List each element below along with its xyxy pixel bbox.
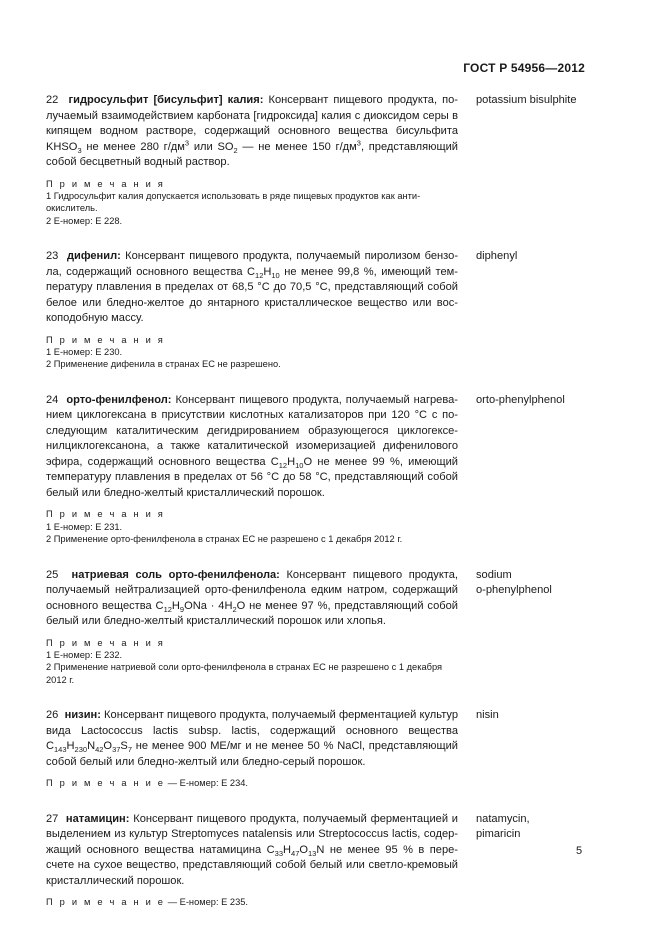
entry-term: низин: [64,709,101,722]
note-text: — Е-номер: Е 234. [165,778,249,789]
english-term: nisin [476,709,499,722]
entry-definition: 24 орто-фенилфенол: Консервант пищевого продукта, получаемый нагреванием циклогексана в присутствии кислотных катализаторов при 120 °С с последующим каталитическим дегидрированием образующегося циклогексенилциклогексанона, а также каталитической изомеризацией дифенилового эфира, содержащий основного вещества $C_{12}H_{10}O$ не менее 99 %, имеющий температуру плавления в пределах от 56 °С до 58 °С, представляющий собой белый или бледно-желтый кристаллический порошок. [46,393,458,499]
page-number: 5 [576,845,583,857]
note-label: П р и м е ч а н и е [46,897,166,908]
note-item: 2 Применение натриевой соли орто-фенилфенола в странах ЕС не разрешено с 1 декабря 2012 г. [46,662,443,685]
glossary-entry-27 [46,812,586,909]
glossary-entries [46,93,586,931]
glossary-entry-23 [46,249,586,371]
entry-term: орто-фенилфенол: [66,393,172,406]
glossary-entry-26 [46,708,586,789]
entry-definition: 25 натриевая соль орто-фенилфенола: Консервант пищевого продукта, получаемый нейтрализацией орто-фенилфенола едким натром, содержащий основного вещества $C_{12}H_9ONa \cdot 4H_2O$ не менее 97 %, представляющий собой белый или бледно-желтый кристаллический порошок или хлопья. [46,568,458,628]
entry-note [46,896,458,908]
english-term: natamycin, pimaricin [476,812,530,841]
glossary-entry-22 [46,93,586,227]
note-text: — Е-номер: Е 235. [165,897,249,908]
entry-number: 26 [46,709,59,722]
english-term: potassium bisulphite [476,94,577,106]
entry-number: 22 [46,94,59,106]
note-item: 2 Применение орто-фенилфенола в странах ЕС не разрешено с 1 декабря 2012 г. [46,534,403,545]
entry-term: дифенил: [66,250,121,263]
glossary-entry-25 [46,568,586,687]
entry-definition: 23 дифенил: Консервант пищевого продукта, получаемый пиролизом бензола, содержащий основного вещества $C_{12}H_{10}$ не менее 99,8 %, имеющий температуру плавления в пределах от 68,5 °С до 70,5 °С, представляющий собой белое или бледно-желтое до янтарного кристаллическое вещество или воскоподобную массу. [46,250,459,325]
notes-title: П р и м е ч а н и я [46,178,166,189]
entry-definition: 22 гидросульфит [бисульфит] калия: Консервант пищевого продукта, получаемый взаимодействием карбоната [гидроксида] калия с диоксидом серы в кипящем водном растворе, содержащий основного вещества бисульфита $KHSO_3$ не менее 280 $г/дм^3$ или $SO_2$ — не менее 150 $г/дм^3$, представляющий собой бесцветный водный раствор. [46,94,458,168]
entry-term: натамицин: [65,812,130,825]
entry-notes [46,637,458,687]
notes-title: П р и м е ч а н и я [46,637,166,648]
entry-note [46,777,458,789]
glossary-entry-24 [46,393,586,546]
note-item: 1 Е-номер: Е 232. [46,649,123,660]
entry-term: натриевая соль орто-фенилфенола: [71,568,280,581]
notes-title: П р и м е ч а н и я [46,509,166,520]
entry-definition: 26 низин: Консервант пищевого продукта, получаемый ферментацией культур вида Lactococcus lactis subsp. lactis, содержащий основного вещества $C_{143}H_{230}N_{42}O_{37}S_7$ не менее 900 МЕ/мг и не менее 50 % NaCl, представляющий собой белый или бледно-желтый или бледно-серый порошок. [46,709,458,768]
entry-number: 25 [46,568,59,581]
note-item: 1 Е-номер: Е 231. [46,521,123,532]
entry-number: 23 [46,250,59,263]
entry-number: 24 [46,393,59,406]
entry-notes [46,334,458,371]
notes-title: П р и м е ч а н и я [46,334,166,345]
note-item: 1 Е-номер: Е 230. [46,347,123,358]
document-code: ГОСТ Р 54956—2012 [463,61,585,75]
note-label: П р и м е ч а н и е [46,778,166,789]
english-term: diphenyl [476,250,518,263]
entry-definition: 27 натамицин: Консервант пищевого продукта, получаемый ферментацией и выделением из культур Streptomyces natalensis или Streptococcus lactis, содержащий основного вещества натамицина $C_{33}H_{47}O_{13}N$ не менее 95 % в пересчете на сухое вещество, представляющий собой белый или светло-кремовый кристаллический порошок. [46,812,458,887]
entry-notes [46,508,458,545]
entry-notes [46,178,458,228]
english-term: sodium o-phenylphenol [476,568,552,597]
note-item: 2 Применение дифенила в странах ЕС не разрешено. [46,359,281,370]
note-item: 2 Е-номер: Е 228. [46,215,123,226]
entry-number: 27 [46,812,59,825]
entry-term: гидросульфит [бисульфит] калия: [68,94,264,106]
english-term: orto-phenylphenol [476,393,565,406]
note-item: 1 Гидросульфит калия допускается использовать в ряде пищевых продуктов как антиокислитель. [46,190,421,214]
